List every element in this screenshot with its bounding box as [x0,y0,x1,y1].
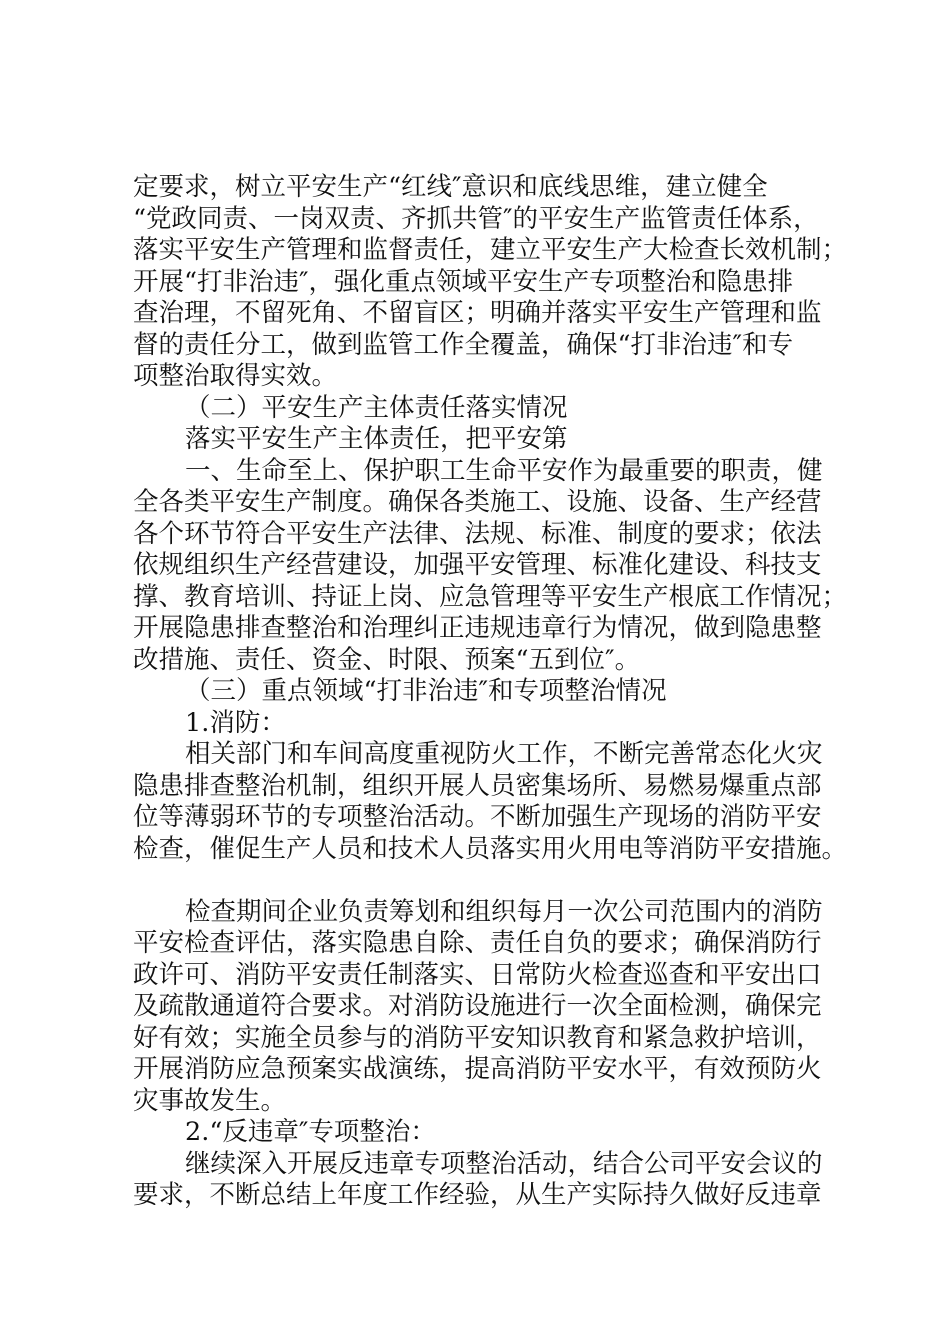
section-heading-3: （三）重点领域“打非治违″和专项整治情况 [185,676,667,706]
body-line: 开展消防应急预案实战演练，提高消防平安水平，有效预防火 [133,1054,822,1084]
body-line: 项整治取得实效。 [133,361,338,391]
body-line: 各个环节符合平安生产法律、法规、标准、制度的要求；依法 [133,518,822,549]
body-line: 落实平安生产主体责任，把平安第 [185,424,568,454]
body-line: 改措施、责任、资金、时限、预案“五到位″。 [133,644,641,675]
body-line: 相关部门和车间高度重视防火工作，不断完善常态化火灾 [185,739,823,769]
body-line: 继续深入开展反违章专项整治活动，结合公司平安会议的 [185,1148,823,1179]
body-line: 开展“打非治违″，强化重点领域平安生产专项整治和隐患排 [133,266,794,297]
body-line: 全各类平安生产制度。确保各类施工、设施、设备、生产经营 [133,487,822,517]
subheading-fire: 1.消防： [185,707,286,738]
body-line: 隐患排查整治机制，组织开展人员密集场所、易燃易爆重点部 [133,770,822,801]
body-line: 撑、教育培训、持证上岗、应急管理等平安生产根底工作情况； [133,581,848,612]
body-line: 定要求，树立平安生产“红线″意识和底线思维，建立健全 [133,172,768,202]
body-line: 要求，不断总结上年度工作经验，从生产实际持久做好反违章 [133,1180,822,1210]
section-heading-2: （二）平安生产主体责任落实情况 [185,392,568,423]
body-line: 及疏散通道符合要求。对消防设施进行一次全面检测，确保完 [133,991,822,1021]
body-line: 灾事故发生。 [133,1085,287,1116]
body-line: “党政同责、一岗双责、齐抓共管″的平安生产监管责任体系， [133,203,819,234]
paragraph-gap [133,865,833,897]
body-line: 开展隐患排查整治和治理纠正违规违章行为情况，做到隐患整 [133,613,822,643]
body-line: 督的责任分工，做到监管工作全覆盖，确保“打非治违″和专 [133,329,794,360]
body-line: 好有效；实施全员参与的消防平安知识教育和紧急救护培训， [133,1022,822,1053]
body-line: 位等薄弱环节的专项整治活动。不断加强生产现场的消防平安 [133,802,822,832]
document-body [133,172,848,1212]
subheading-anti-violation: 2.“反违章″专项整治： [185,1117,436,1147]
body-line: 政许可、消防平安责任制落实、日常防火检查巡查和平安出口 [133,959,822,990]
body-line: 查治理，不留死角、不留盲区；明确并落实平安生产管理和监 [133,298,822,328]
body-line: 检查，催促生产人员和技术人员落实用火用电等消防平安措施。 [133,833,848,864]
body-line: 平安检查评估，落实隐患自除、责任自负的要求；确保消防行 [133,928,822,958]
body-line: 检查期间企业负责筹划和组织每月一次公司范围内的消防 [185,896,823,927]
body-line: 一、生命至上、保护职工生命平安作为最重要的职责，健 [185,455,823,486]
body-line: 落实平安生产管理和监督责任，建立平安生产大检查长效机制； [133,235,848,265]
body-line: 依规组织生产经营建设，加强平安管理、标准化建设、科技支 [133,550,822,580]
